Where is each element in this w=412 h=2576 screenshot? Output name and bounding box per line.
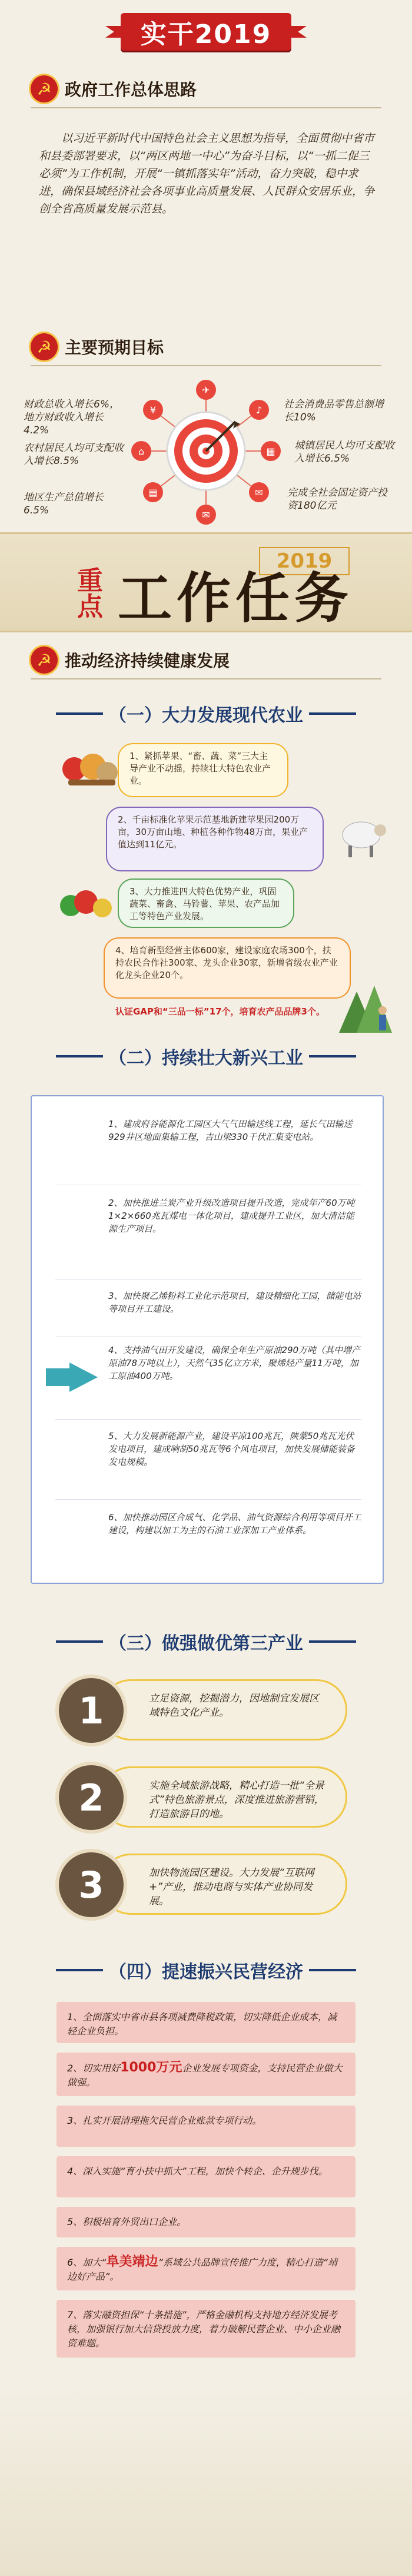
targets-heading bbox=[31, 333, 164, 360]
targets-title: 主要预期目标 bbox=[65, 338, 164, 357]
tertiary-number: 3 bbox=[59, 1852, 124, 1917]
sheep-icon bbox=[331, 808, 390, 861]
private-heading bbox=[0, 1957, 412, 1983]
industry-item: 2、加快推进兰炭产业升级改造项目提升改造，完成年产60万吨1×2×660兆瓦煤电一体化项目，建成提升工业区，加大清洁能源生产项目。 bbox=[108, 1198, 355, 1234]
tasks-title: 工作任务 bbox=[118, 567, 354, 630]
top-title-banner bbox=[121, 13, 291, 51]
private-item bbox=[57, 2300, 355, 2358]
private-item bbox=[57, 2053, 355, 2096]
industry-panel bbox=[31, 1095, 384, 1584]
agri-item: 4、培育新型经营主体600家，建设家庭农场300个，扶持农民合作社300家、龙头企业30家，新增省级农业产业化龙头企业20个。 bbox=[104, 937, 351, 999]
svg-text:⌂: ⌂ bbox=[138, 446, 145, 457]
private-item bbox=[57, 2247, 355, 2290]
vegetables-icon bbox=[53, 878, 118, 926]
agri-item: 1、紧抓苹果、“畜、蔬、菜”三大主导产业不动摇，持续壮大特色农业产业。 bbox=[118, 743, 288, 797]
economy-title: 推动经济持续健康发展 bbox=[65, 651, 230, 671]
private-item-emphasis: 1000万元 bbox=[120, 2060, 182, 2075]
private-item-emphasis: 阜美靖边 bbox=[106, 2255, 158, 2269]
banner-title: 实干2019 bbox=[140, 19, 272, 49]
industry-item: 6、加快推动园区合成气、化学品、油气资源综合利用等项目开工建设，构建以加工为主的石油工业深加工产业体系。 bbox=[108, 1512, 361, 1536]
gov-underline bbox=[31, 107, 381, 108]
gov-text: 以习近平新时代中国特色社会主义思想为指导，全面贯彻中省市和县委部署要求，以“两区两地一中心”为奋斗目标，以“一抓二促三必须”为工作机制，开展“一镇抓落实年”活动，奋力突破，稳中求进，确保县域经济社会各项事业高质量发展、人民群众安居乐业，争创全省高质量发展示范县。 bbox=[39, 132, 375, 216]
private-item bbox=[57, 2156, 355, 2197]
industry-item: 4、支持油气田开发建设，确保全年生产原油290万吨（其中增产原油78万吨以上），天然气35亿立方米，聚烯烃产量11万吨，加工原油400万吨。 bbox=[108, 1345, 361, 1381]
economy-heading bbox=[31, 647, 230, 674]
tasks-emphasis: 重点 bbox=[77, 566, 103, 622]
industry-divider bbox=[55, 1499, 361, 1500]
tertiary-text: 加快物流园区建设。大力发展“互联网+”产业，推动电商与实体产业协同发展。 bbox=[100, 1854, 347, 1915]
industry-title: （二）持续壮大新兴工业 bbox=[109, 1048, 303, 1069]
target-item: 农村居民人均可支配收入增长8.5% bbox=[24, 442, 124, 467]
tertiary-heading bbox=[0, 1629, 412, 1655]
party-emblem-icon: ☭ bbox=[31, 333, 58, 360]
economy-underline bbox=[31, 678, 381, 679]
agri-note: 认证GAP和“三品一标”17个，培育农产品品牌3个。 bbox=[115, 1006, 325, 1017]
tertiary-item bbox=[59, 1761, 353, 1835]
key-tasks-banner bbox=[0, 532, 412, 632]
agri-item: 3、大力推进四大特色优势产业，巩固蔬菜、畜禽、马铃薯、苹果、农产品加工等特色产业发展。 bbox=[118, 878, 294, 928]
private-item-text: 5、积极培育外贸出口企业。 bbox=[67, 2216, 187, 2227]
private-item-text: 6、加大“ bbox=[67, 2257, 107, 2268]
target-item: 财政总收入增长6%，地方财政收入增长4.2% bbox=[24, 399, 119, 436]
svg-text:▤: ▤ bbox=[148, 487, 158, 498]
tertiary-text: 实施全域旅游战略，精心打造一批“全景式”特色旅游景点，深度推进旅游营销，打造旅游目的地。 bbox=[100, 1766, 347, 1828]
agri-title: （一）大力发展现代农业 bbox=[109, 705, 303, 726]
gov-section-heading bbox=[31, 75, 197, 102]
industry-item: 5、大力发展新能源产业，建设平凉100兆瓦，陕蒙50兆瓦光伏发电项目，建成响胡50兆瓦等6个风电项目，加快发展储能装备发电规模。 bbox=[108, 1431, 355, 1467]
svg-text:♪: ♪ bbox=[255, 405, 263, 416]
tertiary-text: 立足资源，挖掘潜力，因地制宜发展区域特色文化产业。 bbox=[100, 1679, 347, 1740]
private-item-text: ”系域公共品牌宣传推广力度，精心打造“靖边好产品”。 bbox=[67, 2257, 338, 2282]
party-emblem-icon: ☭ bbox=[31, 647, 58, 674]
tertiary-number: 2 bbox=[59, 1765, 124, 1830]
agri-heading bbox=[0, 701, 412, 727]
svg-text:¥: ¥ bbox=[149, 405, 157, 416]
page-footer-bg bbox=[0, 2391, 412, 2576]
svg-text:✉: ✉ bbox=[202, 509, 210, 520]
tasks-year: 2019 bbox=[259, 547, 350, 575]
private-item-text: 1、全面落实中省市县各项减费降税政策，切实降低企业成本，减轻企业负担。 bbox=[67, 2011, 337, 2037]
target-item: 城镇居民人均可支配收入增长6.5% bbox=[294, 440, 394, 465]
target-item: 社会消费品零售总额增长10% bbox=[284, 399, 384, 423]
private-title: （四）提速振兴民营经济 bbox=[109, 1962, 303, 1982]
targets-underline bbox=[31, 365, 381, 366]
private-item bbox=[57, 2207, 355, 2237]
industry-item: 1、建成府谷能源化工园区大气气田输送线工程，延长气田输送929井区地面集输工程，吉山梁330千伏汇集变电站。 bbox=[108, 1119, 353, 1142]
tertiary-item bbox=[59, 1673, 353, 1748]
private-item-text: 4、深入实施“育小扶中抓大”工程，加快个转企、企升规步伐。 bbox=[67, 2166, 328, 2177]
fruit-icon bbox=[57, 743, 121, 790]
svg-text:✉: ✉ bbox=[255, 487, 263, 498]
tertiary-number: 1 bbox=[59, 1678, 124, 1743]
target-item: 地区生产总值增长6.5% bbox=[24, 492, 104, 516]
private-item bbox=[57, 2002, 355, 2043]
gov-title: 政府工作总体思路 bbox=[65, 80, 197, 100]
industry-divider bbox=[55, 1419, 361, 1420]
svg-text:✈: ✈ bbox=[202, 384, 210, 396]
tertiary-item bbox=[59, 1848, 353, 1922]
private-item-text: 2、切实用好 bbox=[67, 2063, 121, 2074]
party-emblem-icon: ☭ bbox=[31, 75, 58, 102]
private-item-text: 企业发展专项资金，支持民营企业做大做强。 bbox=[67, 2063, 343, 2088]
private-item-text: 7、落实融资担保“十条措施”，严格金融机构支持地方经济发展考核，加强银行加大信贷投放力度，着力破解民营企业、中小企业融资难题。 bbox=[67, 2309, 341, 2349]
arrow-icon bbox=[46, 1362, 98, 1392]
farmer-icon bbox=[333, 974, 398, 1039]
agri-item: 2、千亩标准化苹果示范基地新建苹果园200万亩，30万亩山地、种植各种作物48万亩，果业产值达到11亿元。 bbox=[106, 807, 324, 871]
industry-item: 3、加快聚乙烯粉料工业化示范项目，建设精细化工园，储能电站等项目开工建设。 bbox=[108, 1291, 361, 1314]
target-item: 完成全社会固定资产投资180亿元 bbox=[287, 487, 387, 512]
private-item-text: 3、扎实开展清理拖欠民营企业账款专项行动。 bbox=[67, 2115, 262, 2126]
tertiary-title: （三）做强做优第三产业 bbox=[109, 1633, 303, 1654]
svg-text:▦: ▦ bbox=[266, 446, 275, 457]
industry-heading bbox=[0, 1043, 412, 1069]
private-item bbox=[57, 2106, 355, 2147]
